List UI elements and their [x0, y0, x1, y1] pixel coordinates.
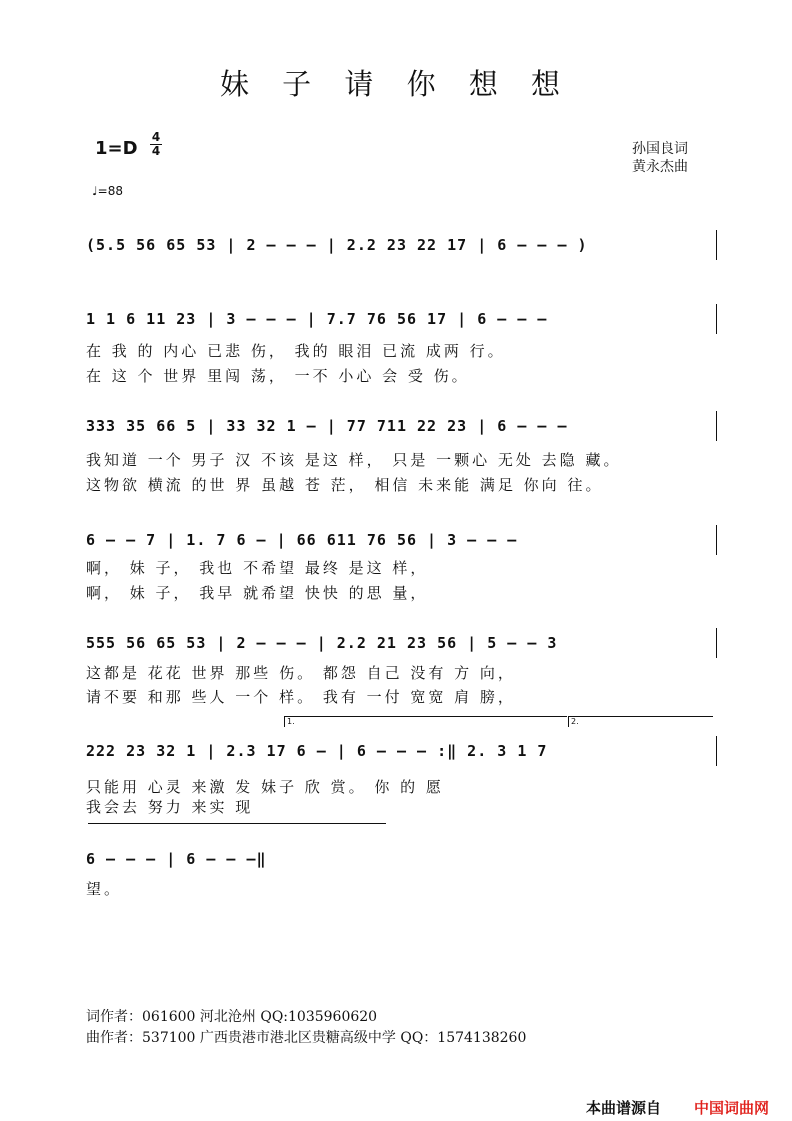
- barline: [716, 736, 717, 766]
- key-signature: 1=D: [95, 138, 138, 159]
- lyric-line: 啊， 妹 子， 我也 不希望 最终 是这 样，: [86, 559, 429, 577]
- notation-line-6: 222 23 32 1 | 2.3 17 6 – | 6 – – – :‖ 2. 3 1 7: [86, 742, 548, 760]
- tie-bracket: [88, 823, 386, 834]
- notation-line-4: 6 – – 7 | 1. 7 6 – | 66 611 76 56 | 3 – – –: [86, 531, 518, 549]
- site-logo-text[interactable]: 中国词曲网: [694, 1099, 770, 1117]
- lyric-line: 望。: [86, 880, 123, 898]
- notation-line-3: 333 35 66 5 | 33 32 1 – | 77 711 22 23 | 6 – – –: [86, 417, 568, 435]
- lyricist-info: 词作者：061600 河北沧州 QQ:1035960620: [86, 1009, 378, 1025]
- lyric-line: 这都是 花花 世界 那些 伤。 都怨 自己 没有 方 向，: [86, 664, 516, 682]
- lyric-line: 在 我 的 内心 已悲 伤， 我的 眼泪 已流 成两 行。: [86, 342, 506, 360]
- time-signature: [150, 131, 162, 158]
- time-signature-bottom: 4: [151, 144, 161, 158]
- lyricist-credit: 孙国良词: [632, 141, 688, 157]
- notation-line-5: 555 56 65 53 | 2 – – – | 2.2 21 23 56 | 5 – – 3: [86, 634, 558, 652]
- song-title: 妹 子 请 你 想 想: [219, 67, 573, 101]
- lyric-line: 我会去 努力 来实 现: [86, 798, 254, 816]
- lyric-line: 这物欲 横流 的世 界 虽越 苍 茫， 相信 未来能 满足 你向 往。: [86, 476, 604, 494]
- lyric-line: 只能用 心灵 来激 发 妹子 欣 赏。 你 的 愿: [86, 778, 444, 796]
- composer-credit: 黄永杰曲: [632, 159, 688, 175]
- notation-line-2: 1 1 6 11 23 | 3 – – – | 7.7 76 56 17 | 6 – – –: [86, 310, 548, 328]
- barline: [716, 411, 717, 441]
- notation-line-7: 6 – – – | 6 – – –‖: [86, 850, 267, 868]
- lyric-line: 我知道 一个 男子 汉 不该 是这 样， 只是 一颗心 无处 去隐 藏。: [86, 451, 622, 469]
- barline: [716, 230, 717, 260]
- lyric-line: 啊， 妹 子， 我早 就希望 快快 的思 量，: [86, 584, 429, 602]
- composer-info: 曲作者：537100 广西贵港市港北区贵糖高级中学 QQ：1574138260: [86, 1030, 527, 1046]
- second-ending-bracket: 2.: [568, 716, 713, 727]
- first-ending-bracket: 1.: [284, 716, 567, 727]
- tempo-mark: ♩=88: [92, 184, 123, 198]
- barline: [716, 628, 717, 658]
- barline: [716, 525, 717, 555]
- barline: [716, 304, 717, 334]
- time-signature-top: 4: [151, 130, 161, 144]
- lyric-line: 在 这 个 世界 里闯 荡， 一不 小心 会 受 伤。: [86, 367, 470, 385]
- source-label: 本曲谱源自: [586, 1099, 662, 1117]
- lyric-line: 请不要 和那 些人 一个 样。 我有 一付 宽宽 肩 膀，: [86, 688, 516, 706]
- notation-line-1: (5.5 56 65 53 | 2 – – – | 2.2 23 22 17 | 6 – – – ): [86, 236, 588, 254]
